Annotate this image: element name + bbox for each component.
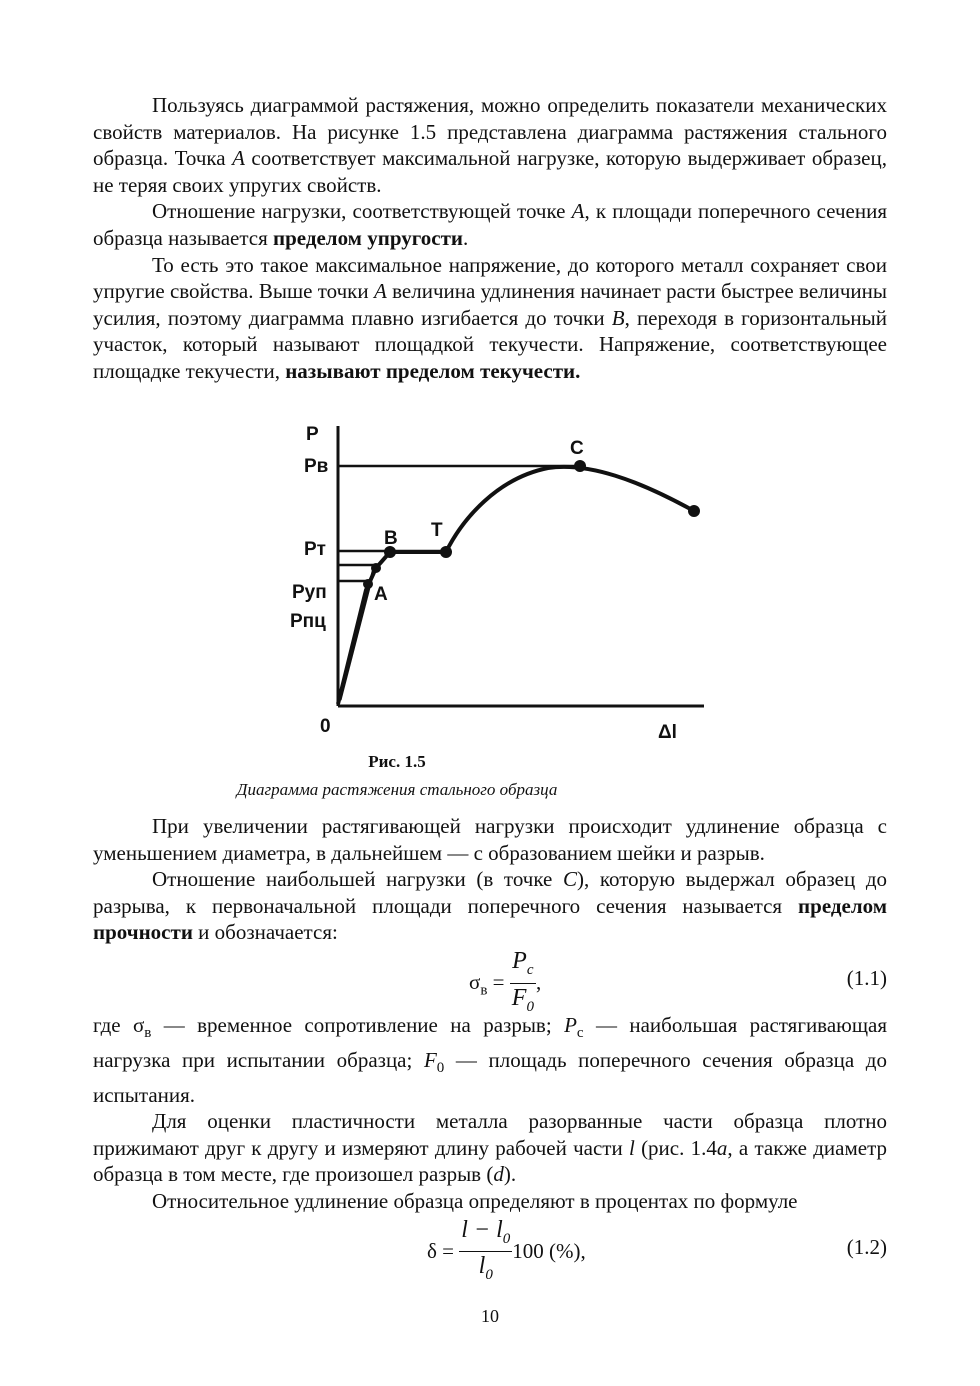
- paragraph-7: Для оценки пластичности металла разорванные части образца плотно прижимают друг к другу и измеряют длину рабочей части l (рис. 1.4a, а также диаметр образца в том месте, где произошел разрыв (d).: [93, 1109, 887, 1187]
- point-c: [574, 460, 586, 472]
- paragraph-8: Относительное удлинение образца определяют в процентах по формуле: [152, 1188, 798, 1213]
- label-a: A: [374, 584, 388, 605]
- paragraph-6: где $\sigma_в$ — временное сопротивление на разрыв; $P_c$ — наибольшая растягивающая нагрузка при испытании образца; $F_0$ — площадь поперечного сечения образца до испытания.: [93, 1012, 887, 1107]
- label-pup: Pуп: [292, 582, 327, 603]
- label-pt: Pт: [304, 539, 326, 560]
- origin-label: 0: [320, 716, 331, 737]
- label-b: B: [384, 528, 398, 549]
- formula-2: δ = $\frac{l - l_0}{l_0}$ 100 (%), (1.2): [427, 1216, 887, 1284]
- label-c: C: [570, 438, 584, 459]
- label-ppc: Pпц: [290, 611, 326, 632]
- axis-x-label: Δl: [658, 722, 677, 743]
- point-a: [363, 579, 373, 589]
- paragraph-3: То есть это такое максимальное напряжение, до которого металл сохраняет свои упругие свойства. Выше точки A величина удлинения начинает расти быстрее величины усилия, поэтому диаграмма плавно изгибается до точки B, переходя в горизонтальный участок, который называют площадкой текучести. Напряжение, соответствующее площадке текучести, называют пределом текучести.: [93, 252, 888, 383]
- label-t: T: [431, 520, 443, 541]
- tension-diagram: [288, 418, 708, 748]
- figure-caption-subtitle: Диаграмма растяжения стального образца: [236, 780, 558, 799]
- page-body: [93, 92, 887, 385]
- lower-body: [93, 813, 888, 1284]
- paragraph-5: Отношение наибольшей нагрузки (в точке C), которую выдержал образец до разрыва, к первоначальной площади поперечного сечения называется пределом прочности и обозначается:: [93, 867, 888, 945]
- point-end: [688, 505, 700, 517]
- page-number: 10: [481, 1306, 499, 1326]
- paragraph-4: При увеличении растягивающей нагрузки происходит удлинение образца с уменьшением диаметра, в дальнейшем — с образованием шейки и разрыв.: [93, 814, 887, 865]
- axis-y-label: P: [306, 424, 319, 445]
- point-t: [440, 546, 452, 558]
- figure-caption-title: Рис. 1.5: [368, 752, 426, 771]
- equation-number-1: (1.1): [846, 965, 887, 990]
- paragraph-2: Отношение нагрузки, соответствующей точке A, к площади поперечного сечения образца называется пределом упругости.: [93, 199, 887, 250]
- label-pv: Pв: [304, 456, 329, 477]
- paragraph-1: Пользуясь диаграммой растяжения, можно определить показатели механических свойств материалов. На рисунке 1.5 представлена диаграмма растяжения стального образца. Точка A соответствует максимальной нагрузке, которую выдерживает образец, не теряя своих упругих свойств.: [93, 93, 887, 197]
- equation-number-2: (1.2): [846, 1234, 887, 1259]
- formula-1: $\sigma_в$ = $\frac{P_c}{F_0}$ , (1.1): [469, 947, 887, 1015]
